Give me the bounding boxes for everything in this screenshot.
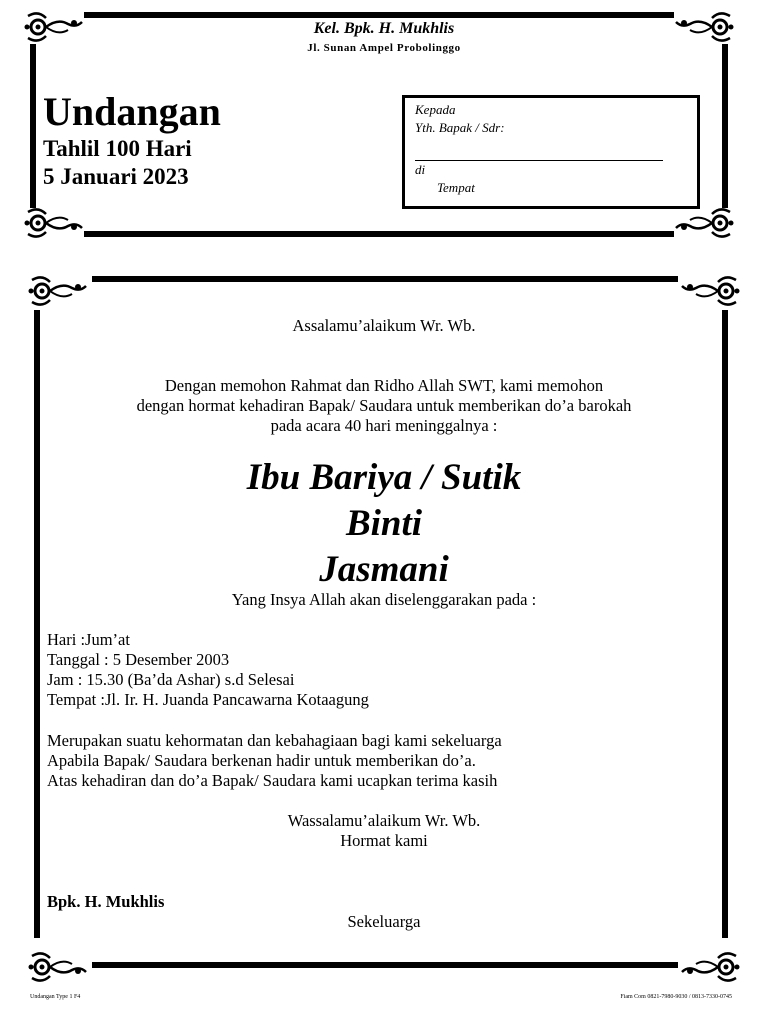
invitation-title: Undangan xyxy=(43,89,221,134)
closing-line: Apabila Bapak/ Saudara berkenan hadir untuk memberikan do’a. xyxy=(47,751,476,770)
corner-ornament-icon xyxy=(680,950,740,984)
footer-right: Fiam Com 0821-7980-9030 / 0813-7330-0745 xyxy=(620,994,732,1000)
address-line-di: di xyxy=(415,162,426,177)
recipient-blank-line xyxy=(415,160,663,161)
signer-name: Bpk. H. Mukhlis xyxy=(47,892,165,911)
closing-line: Atas kehadiran dan do’a Bapak/ Saudara kami ucapkan terima kasih xyxy=(47,771,498,790)
corner-ornament-icon xyxy=(28,274,88,308)
greeting: Assalamu’alaikum Wr. Wb. xyxy=(292,316,476,335)
footer-left: Undangan Type 1 F4 xyxy=(30,994,81,1000)
announce-text: Yang Insya Allah akan diselenggarakan pada : xyxy=(231,590,537,609)
bottom-border xyxy=(92,962,678,968)
corner-ornament-icon xyxy=(680,274,740,308)
bottom-border xyxy=(84,231,674,237)
signer-family: Sekeluarga xyxy=(347,912,421,931)
deceased-father: Jasmani xyxy=(319,549,449,590)
deceased-binti: Binti xyxy=(345,503,423,544)
intro-line: pada acara 40 hari meninggalnya : xyxy=(270,416,498,435)
corner-ornament-icon xyxy=(28,950,88,984)
intro-line: Dengan memohon Rahmat dan Ridho Allah SWT, kami memohon xyxy=(164,376,604,395)
intro-line: dengan hormat kehadiran Bapak/ Saudara untuk memberikan do’a barokah xyxy=(136,396,632,415)
corner-ornament-icon xyxy=(674,206,734,240)
event-date: 5 Januari 2023 xyxy=(43,164,189,189)
address-line-recipient: Yth. Bapak / Sdr: xyxy=(415,120,505,135)
right-border xyxy=(722,44,728,208)
deceased-name: Ibu Bariya / Sutik xyxy=(246,457,522,498)
farewell: Wassalamu’alaikum Wr. Wb. xyxy=(287,811,481,830)
detail-date: Tanggal : 5 Desember 2003 xyxy=(47,650,230,669)
top-border xyxy=(84,12,674,18)
sender-name: Kel. Bpk. H. Mukhlis xyxy=(313,20,455,37)
address-line-kepada: Kepada xyxy=(415,102,456,117)
left-border xyxy=(30,44,36,208)
detail-place: Tempat :Jl. Ir. H. Juanda Pancawarna Kotaagung xyxy=(47,690,369,709)
detail-time: Jam : 15.30 (Ba’da Ashar) s.d Selesai xyxy=(47,670,295,689)
closing-line: Merupakan suatu kehormatan dan kebahagiaan bagi kami sekeluarga xyxy=(47,731,502,750)
address-line-tempat: Tempat xyxy=(437,180,475,195)
corner-ornament-icon xyxy=(24,206,84,240)
sender-address: Jl. Sunan Ampel Probolinggo xyxy=(307,42,461,54)
detail-day: Hari :Jum’at xyxy=(47,630,130,649)
event-name: Tahlil 100 Hari xyxy=(43,136,192,161)
recipient-address-box xyxy=(402,95,700,209)
regards: Hormat kami xyxy=(340,831,428,850)
top-border xyxy=(92,276,678,282)
